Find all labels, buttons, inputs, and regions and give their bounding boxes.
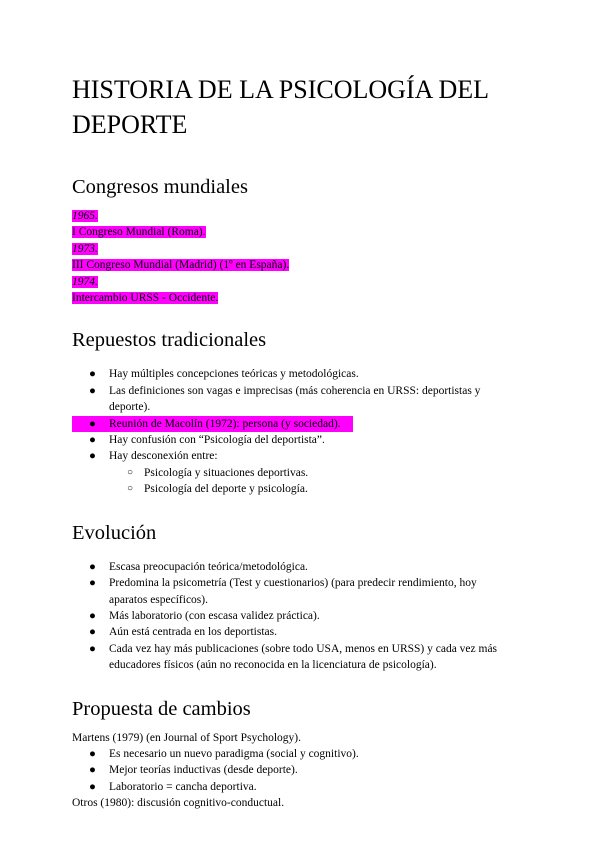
heading-propuesta: Propuesta de cambios	[72, 697, 251, 720]
document-page	[72, 72, 532, 812]
bullet-icon: ●	[89, 747, 96, 760]
congresos-line: 1974.	[72, 275, 98, 288]
congresos-line: 1973.	[72, 242, 98, 255]
page-title: HISTORIA DE LA PSICOLOGÍA DEL DEPORTE	[72, 75, 489, 139]
bullet-icon: ●	[89, 417, 96, 430]
list-item: ● Las definiciones son vagas e imprecisas (más coherencia en URSS: deportistas y deporte).	[89, 384, 481, 414]
sub-list-item: ○ Psicología del deporte y psicología.	[72, 481, 512, 497]
list-item: ● Más laboratorio (con escasa validez práctica).	[72, 608, 512, 624]
list-item: ● Es necesario un nuevo paradigma (social y cognitivo).	[72, 746, 532, 762]
list-item: ● Hay múltiples concepciones teóricas y metodológicas.	[72, 366, 512, 382]
list-item: ● Escasa preocupación teórica/metodológica.	[72, 559, 512, 575]
bullet-icon: ●	[89, 780, 96, 793]
list-item: ● Aún está centrada en los deportistas.	[72, 624, 512, 640]
bullet-icon: ●	[89, 560, 96, 573]
hollow-bullet-icon: ○	[127, 483, 134, 495]
list-item: ● Predomina la psicometría (Test y cuestionarios) (para predecir rendimiento, hoy aparatos específicos).	[89, 577, 477, 606]
bullet-icon: ●	[89, 577, 96, 590]
list-item: ● Hay confusión con “Psicología del deportista”.	[72, 432, 512, 448]
congresos-line: 1965.	[72, 210, 98, 222]
evolucion-list	[72, 559, 512, 674]
heading-congresos: Congresos mundiales	[72, 176, 248, 198]
bullet-icon: ●	[89, 642, 96, 655]
bullet-icon: ●	[89, 384, 96, 397]
bullet-icon: ●	[89, 434, 96, 447]
propuesta-list	[72, 746, 532, 795]
list-item-highlighted: ● Reunión de Macolín (1972): persona (y sociedad).	[72, 416, 353, 432]
congresos-line: I Congreso Mundial (Roma).	[72, 226, 206, 239]
bullet-icon: ●	[89, 368, 96, 381]
list-item: ● Cada vez hay más publicaciones (sobre todo USA, menos en URSS) y cada vez más educadores físicos (aún no reconocida en la licenciatura de psicología).	[89, 642, 498, 672]
list-item: ● Hay desconexión entre:	[72, 448, 512, 464]
congresos-line: III Congreso Mundial (Madrid) (1º en España).	[72, 259, 290, 272]
congresos-list	[72, 208, 532, 306]
sub-list-item: ○ Psicología y situaciones deportivas.	[72, 465, 512, 481]
congresos-line: Intercambio URSS - Occidente.	[72, 292, 219, 305]
propuesta-outro: Otros (1980): discusión cognitivo-conductual.	[72, 797, 285, 810]
heading-repuestos: Repuestos tradicionales	[72, 329, 267, 352]
list-item: ● Mejor teorías inductivas (desde deporte).	[72, 762, 532, 778]
bullet-icon: ●	[89, 764, 96, 777]
repuestos-list	[72, 366, 512, 497]
bullet-icon: ●	[89, 626, 96, 639]
heading-evolucion: Evolución	[72, 521, 157, 544]
bullet-icon: ●	[89, 450, 96, 463]
propuesta-intro: Martens (1979) (en Journal of Sport Psychology).	[72, 731, 302, 744]
list-item: ● Laboratorio = cancha deportiva.	[72, 779, 532, 795]
bullet-icon: ●	[89, 609, 96, 622]
hollow-bullet-icon: ○	[127, 466, 134, 478]
